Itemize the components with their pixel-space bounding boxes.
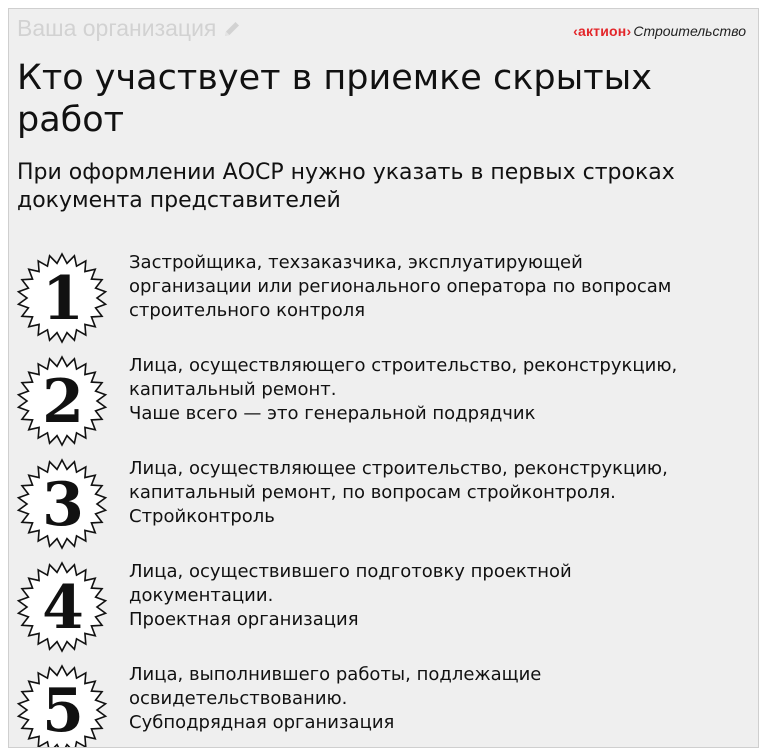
item-description-line: капитальный ремонт, по вопросам стройконтроля. — [129, 482, 616, 503]
brand-logo — [573, 23, 746, 39]
item-number: 5 — [42, 676, 84, 746]
item-description-line: освидетельствованию. — [129, 688, 348, 709]
item-description — [129, 251, 749, 323]
number-badge — [15, 663, 109, 748]
list-item — [15, 457, 755, 553]
organization-field[interactable] — [17, 15, 242, 42]
number-badge — [15, 354, 109, 448]
pencil-icon[interactable] — [222, 19, 242, 39]
item-description-line: Субподрядная организация — [129, 712, 395, 733]
item-description-line: Лица, осуществляющее строительство, реконструкцию, — [129, 458, 668, 479]
brand-section-name: Строительство — [633, 23, 746, 39]
list-item — [15, 251, 755, 347]
item-number: 4 — [42, 573, 84, 643]
item-description-line: Лица, выполнившего работы, подлежащие — [129, 664, 542, 685]
brand-logo-text: ‹актион› — [573, 23, 632, 39]
item-description-line: документации. — [129, 585, 274, 606]
item-description-line: капитальный ремонт. — [129, 379, 337, 400]
number-badge — [15, 560, 109, 654]
item-description-line: Проектная организация — [129, 609, 359, 630]
item-number: 2 — [42, 367, 84, 437]
item-description-line: Лица, осуществляющего строительство, реконструкцию, — [129, 355, 678, 376]
item-number: 3 — [42, 470, 84, 540]
number-badge — [15, 251, 109, 345]
item-description-line: Лица, осуществившего подготовку проектной — [129, 561, 572, 582]
number-badge — [15, 457, 109, 551]
list-item — [15, 354, 755, 450]
item-description-line: Чаше всего — это генеральной подрядчик — [129, 403, 536, 424]
list-item — [15, 663, 755, 748]
page-title: Кто участвует в приемке скрытых работ — [17, 58, 652, 140]
item-description-line: Застройщика, техзаказчика, эксплуатирующей — [129, 252, 583, 273]
item-description — [129, 457, 749, 529]
item-description — [129, 560, 749, 632]
organization-label: Ваша организация — [17, 15, 217, 41]
item-description-line: строительного контроля — [129, 300, 366, 321]
page-subtitle: При оформлении АОСР нужно указать в первых строках документа представителей — [17, 160, 675, 213]
item-description-line: Стройконтроль — [129, 506, 275, 527]
item-number: 1 — [42, 264, 84, 334]
item-description-line: организации или регионального оператора по вопросам — [129, 276, 672, 297]
item-description — [129, 354, 749, 426]
list-item — [15, 560, 755, 656]
infographic-card — [8, 8, 759, 748]
item-description — [129, 663, 749, 735]
